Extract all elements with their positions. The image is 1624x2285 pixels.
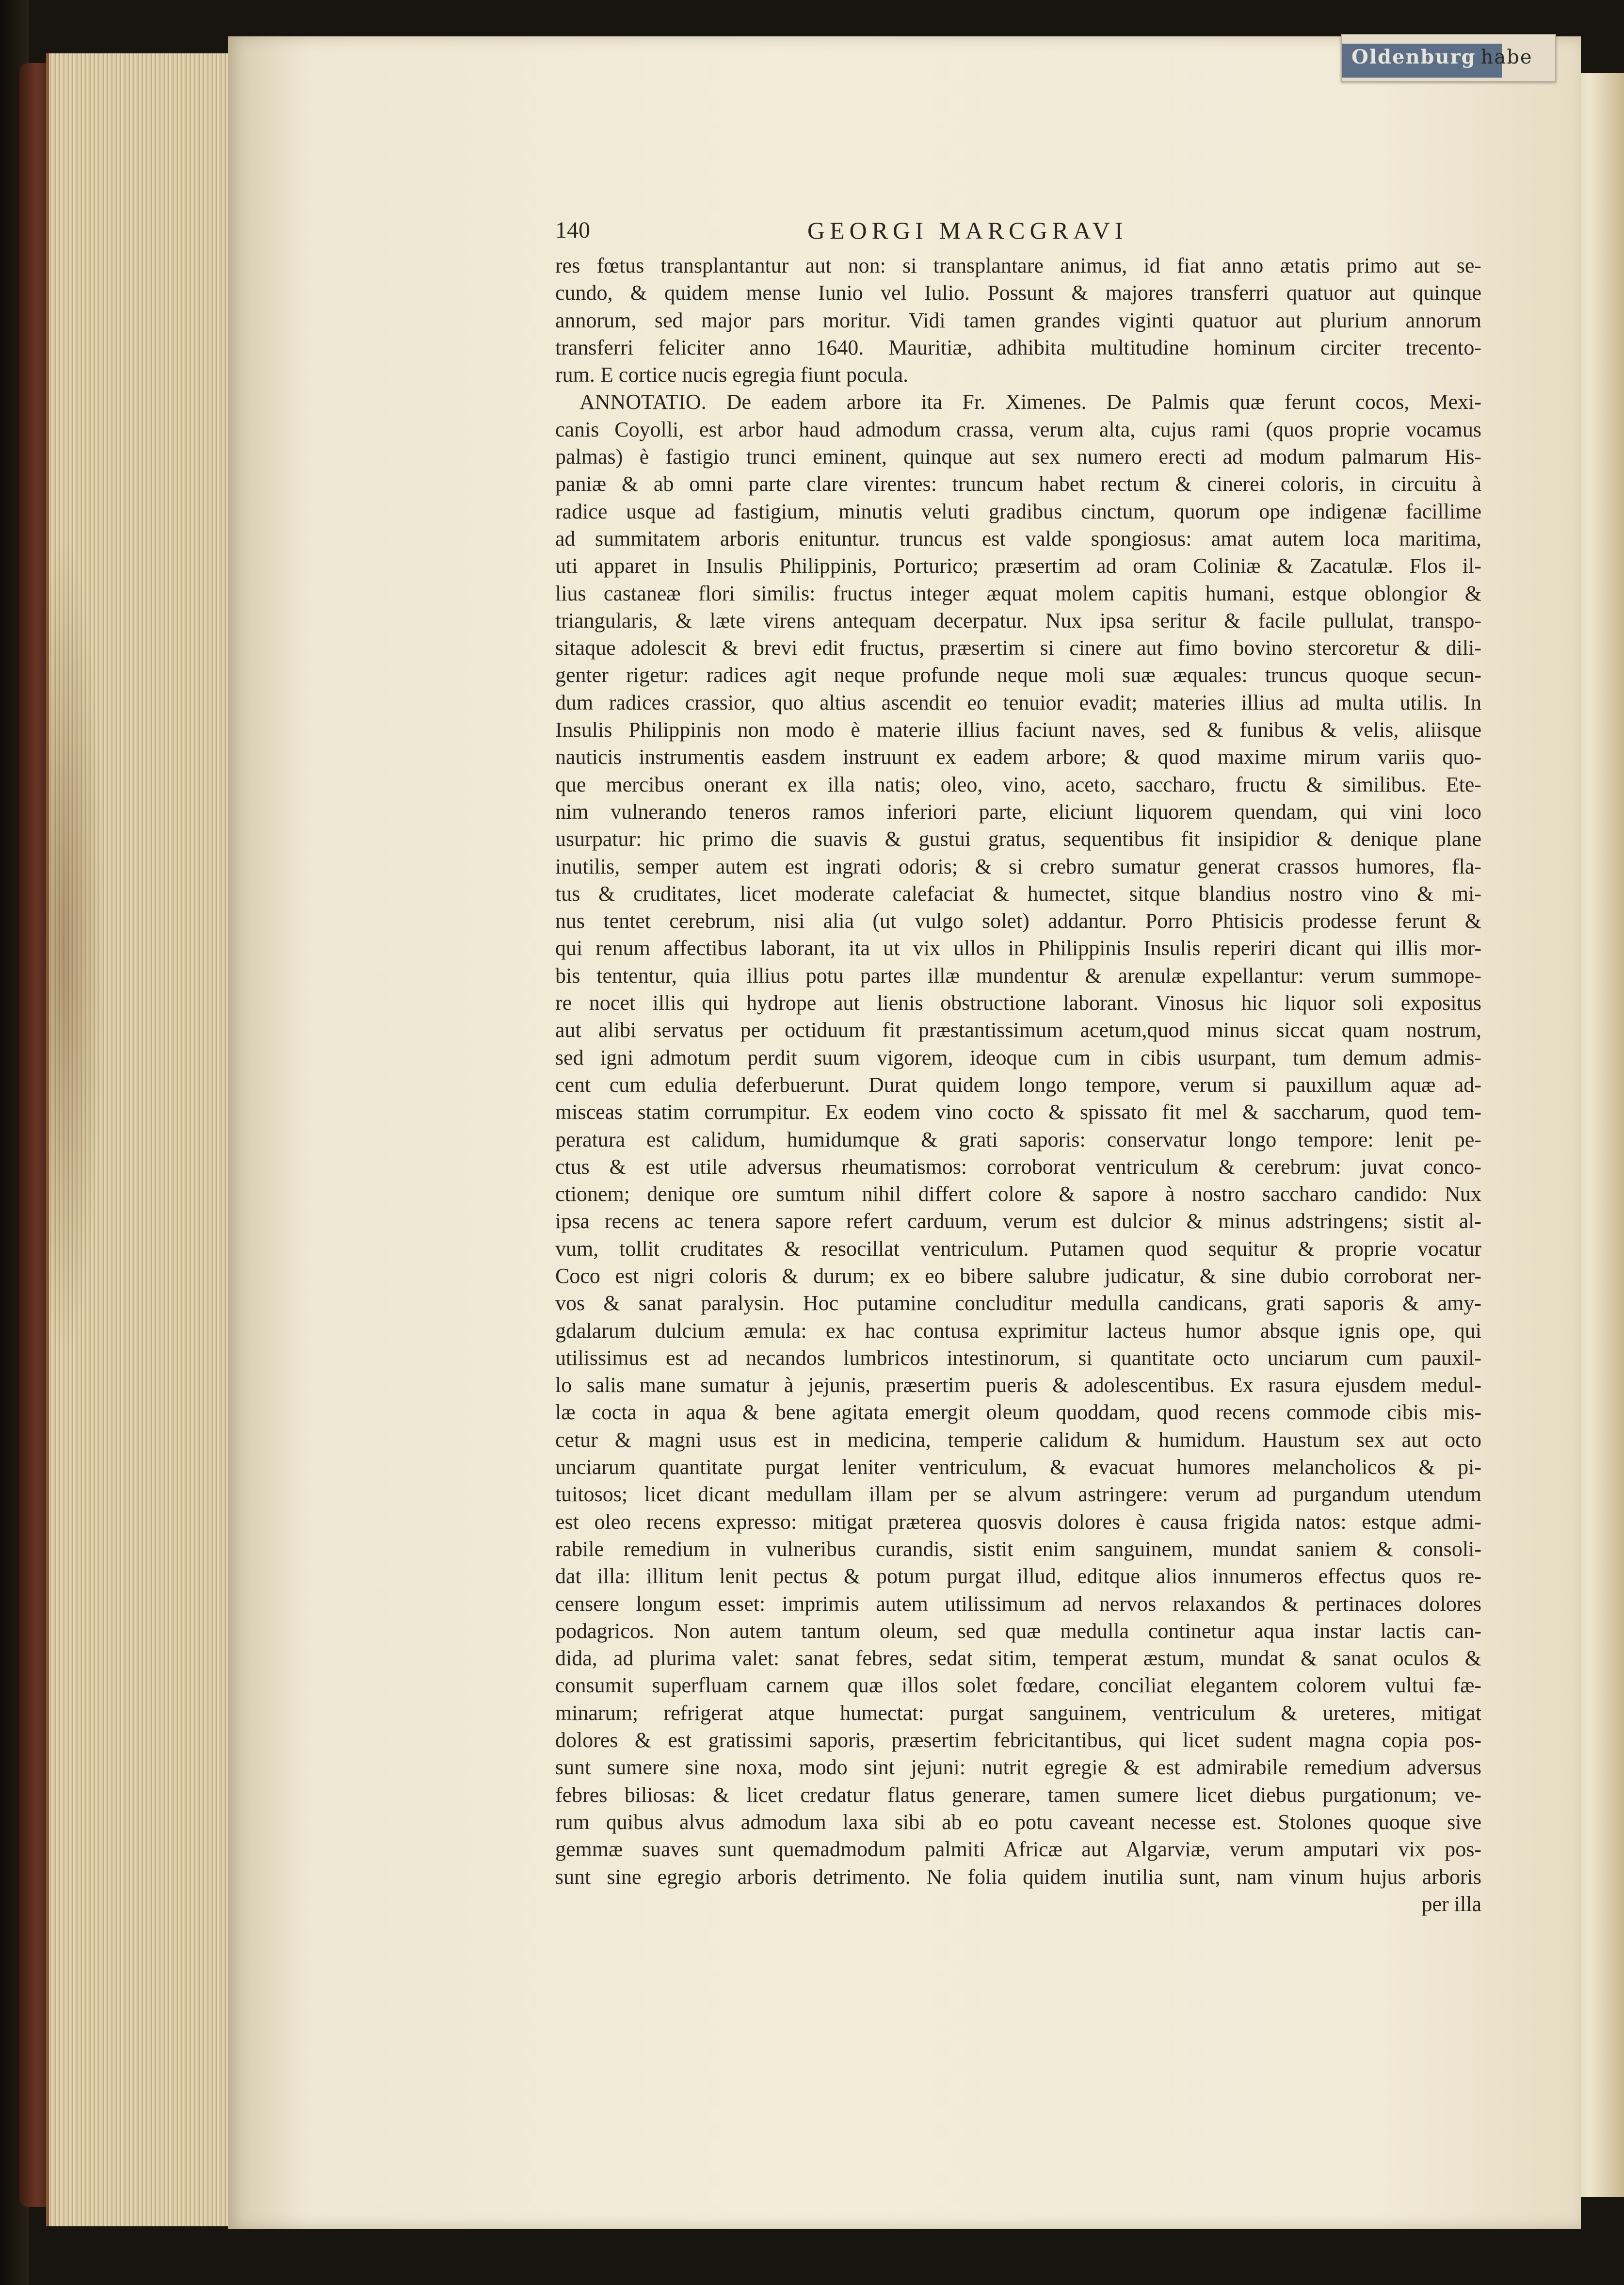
text-line: ANNOTATIO. De eadem arbore ita Fr. Ximenes. De Palmis quæ ferunt cocos, Mexi- (579, 390, 1481, 414)
text-line: triangularis, & læte virens antequam decerpatur. Nux ipsa seritur & facile pullulat, transpo- (555, 608, 1481, 632)
text-line: lius castaneæ flori similis: fructus integer æquat molem capitis humani, estque oblongior & (555, 581, 1481, 605)
label-slip-main: Oldenburg (1351, 46, 1476, 68)
text-line: que mercibus onerant ex illa natis; oleo, vino, aceto, saccharo, fructu & similibus. Ete- (555, 772, 1481, 796)
text-line: palmas) è fastigio trunci eminent, quinque aut sex numero erecti ad modum palmarum His- (555, 445, 1481, 469)
text-line: peratura est calidum, humidumque & grati saporis: conservatur longo tempore: lenit pe- (555, 1127, 1481, 1151)
text-line: cundo, & quidem mense Iunio vel Iulio. Possunt & majores transferri quatuor aut quinque (555, 281, 1481, 305)
text-line: dat illa: illitum lenit pectus & potum purgat illud, editque alios innumeros effectus quos re- (555, 1564, 1481, 1588)
water-stain (46, 534, 104, 1358)
text-line: Coco est nigri coloris & durum; ex eo bibere salubre judicatur, & sine dubio corroborat ner- (555, 1264, 1481, 1288)
text-line: rum. E cortice nucis egregia fiunt pocula. (555, 363, 909, 387)
text-line: sunt sine egregio arboris detrimento. Ne folia quidem inutilia sunt, nam vinum hujus arboris (555, 1864, 1481, 1889)
text-line: cent cum edulia deferbuerunt. Durat quidem longo tempore, verum si pauxillum aquæ ad- (555, 1072, 1481, 1097)
text-line: canis Coyolli, est arbor haud admodum crassa, verum alta, cujus rami (quos proprie vocamus (555, 417, 1481, 441)
text-line: inutilis, semper autem est ingrati odoris; & si crebro sumatur generat crassos humores, fla- (555, 854, 1481, 878)
page-header (555, 216, 1477, 245)
text-line: lo salis mane sumatur à jejunis, præsertim pueris & adolescentibus. Ex rasura ejusdem medul- (555, 1373, 1481, 1397)
text-line: res fœtus transplantantur aut non: si transplantare animus, id fiat anno ætatis primo aut se- (555, 254, 1481, 277)
text-line: bis tententur, quia illius potu partes illæ mundentur & arenulæ expellantur: verum summope- (555, 963, 1481, 988)
label-slip-text (1351, 46, 1533, 68)
text-line: censere longum esset: imprimis autem utilissimum ad nervos relaxandos & pertinaces dolores (555, 1591, 1481, 1616)
text-line: dum radices crassior, quo altius ascendit eo tenuior evadit; materies illius ad multa utilis. In (555, 690, 1481, 714)
book-cover-edge (19, 63, 48, 2207)
text-line: consumit superfluam carnem quæ illos solet fœdare, conciliat elegantem colorem vultui fæ- (555, 1673, 1481, 1698)
text-line: radice usque ad fastigium, minutis veluti gradibus cinctum, quorum ope indigenæ facillime (555, 499, 1481, 523)
text-line: tuitosos; licet dicant medullam illam per se alvum astringere: verum ad purgandum utendum (555, 1482, 1481, 1507)
text-line: misceas statim corrumpitur. Ex eodem vino cocto & spissato fit mel & saccharum, quod tem- (555, 1100, 1481, 1124)
text-line: sunt sumere sine noxa, modo sint jejuni: nutrit egregie & est admirabile remedium adversus (555, 1755, 1481, 1780)
text-line: aut alibi servatus per octiduum fit præstantissimum acetum,quod minus siccat quam nostrum, (555, 1018, 1481, 1042)
text-line: unciarum quantitate purgat leniter ventriculum, & evacuat humores melancholicos & pi- (555, 1455, 1481, 1479)
text-line: ctionem; denique ore sumtum nihil differt colore & sapore à nostro saccharo candido: Nux (555, 1182, 1481, 1206)
text-line: annorum, sed major pars moritur. Vidi tamen grandes viginti quatuor aut plurium annorum (555, 308, 1481, 332)
text-line: gemmæ suaves sunt quemadmodum palmiti Africæ aut Algarviæ, verum amputari vix pos- (555, 1837, 1481, 1862)
text-line: sed igni admotum perdit suum vigorem, ideoque cum in cibis usurpant, tum demum admis- (555, 1045, 1481, 1070)
text-line: sitaque adolescit & brevi edit fructus, præsertim si cinere aut fimo bovino stercoretur & dili- (555, 636, 1481, 660)
text-line: nim vulnerando teneros ramos inferiori parte, eliciunt liquorem quendam, qui vini loco (555, 799, 1481, 824)
running-head: GEORGI MARCGRAVI (807, 217, 1128, 244)
text-line: nauticis instrumentis easdem instruunt ex eadem arbore; & quod maxime mirum variis quo- (555, 745, 1481, 769)
library-label-slip (1341, 34, 1556, 82)
text-line: minarum; refrigerat atque humectat: purgat sanguinem, ventriculum & ureteres, mitigat (555, 1701, 1481, 1725)
text-line: re nocet illis qui hydrope aut lienis obstructione laborant. Vinosus hic liquor soli expositus (555, 991, 1481, 1015)
text-line: est oleo recens expresso: mitigat præterea quosvis dolores è causa frigida natos: estque admi- (555, 1509, 1481, 1534)
text-line: febres biliosas: & licet credatur flatus generare, tamen sumere licet diebus purgationum; ve- (555, 1783, 1481, 1807)
text-line: dida, ad plurima valet: sanat febres, sedat sitim, temperat æstum, mundat & sanat oculos & (555, 1646, 1481, 1670)
text-line: qui renum affectibus laborant, ita ut vix ullos in Philippinis Insulis reperiri dicant qui illis mor- (555, 936, 1481, 960)
text-line: ipsa recens ac tenera sapore refert carduum, verum est dulcior & minus adstringens; sistit al- (555, 1209, 1481, 1233)
text-line: uti apparet in Insulis Philippinis, Porturico; præsertim ad oram Coliniæ & Zacatulæ. Flos il- (555, 554, 1481, 578)
text-line: ad summitatem arboris enituntur. truncus est valde spongiosus: amat autem loca maritima, (555, 526, 1481, 551)
text-line: dolores & est gratissimi saporis, præsertim febricitantibus, qui licet sudent magna copia pos- (555, 1728, 1481, 1752)
text-line: rabile remedium in vulneribus curandis, sistit enim sanguinem, mundat saniem & consoli- (555, 1537, 1481, 1561)
text-line: læ cocta in aqua & bene agitata emergit oleum quoddam, quod recens commode cibis mis- (555, 1400, 1481, 1425)
text-line: Insulis Philippinis non modo è materie illius faciunt naves, sed & funibus & velis, aliisque (555, 718, 1481, 742)
text-line: transferri feliciter anno 1640. Mauritiæ, adhibita multitudine hominum circiter trecento- (555, 335, 1481, 359)
text-line: rum quibus alvus admodum laxa sibi ab eo potu caveant necesse est. Stolones quoque sive (555, 1810, 1481, 1834)
catchword: per illa (1421, 1892, 1481, 1916)
text-line: vos & sanat paralysin. Hoc putamine concluditur medulla candicans, grati saporis & amy- (555, 1291, 1481, 1315)
body-text (555, 252, 1481, 1918)
text-line: nus tentet cerebrum, nisi alia (ut vulgo solet) addantur. Porro Phtisicis prodesse ferunt & (555, 909, 1481, 933)
text-line: utilissimus est ad necandos lumbricos intestinorum, si quantitate octo unciarum cum pauxil- (555, 1345, 1481, 1370)
text-line: genter rigetur: radices agit neque profunde neque moli suæ æquales: truncus quoque secun- (555, 663, 1481, 687)
text-line: cetur & magni usus est in medicina, temperie calidum & humidum. Haustum sex aut octo (555, 1427, 1481, 1452)
label-slip-suffix: habe (1480, 46, 1533, 68)
page-number: 140 (555, 217, 590, 243)
text-line: podagricos. Non autem tantum oleum, sed quæ medulla continetur aqua instar lactis can- (555, 1619, 1481, 1643)
text-line: ctus & est utile adversus rheumatismos: corroborat ventriculum & cerebrum: juvat conco- (555, 1154, 1481, 1179)
text-line: gdalarum dulcium æmula: ex hac contusa exprimitur lacteus humor absque ignis ope, qui (555, 1318, 1481, 1343)
text-line: vum, tollit cruditates & resocillat ventriculum. Putamen quod sequitur & proprie vocatur (555, 1236, 1481, 1261)
text-line: tus & cruditates, licet moderate calefaciat & humectet, sitque blandius nostro vino & mi- (555, 881, 1481, 906)
text-line: paniæ & ab omni parte clare virentes: truncum habet rectum & cinerei coloris, in circuitu à (555, 472, 1481, 496)
text-line: usurpatur: hic primo die suavis & gustui gratus, sequentibus fit insipidior & denique plane (555, 827, 1481, 851)
